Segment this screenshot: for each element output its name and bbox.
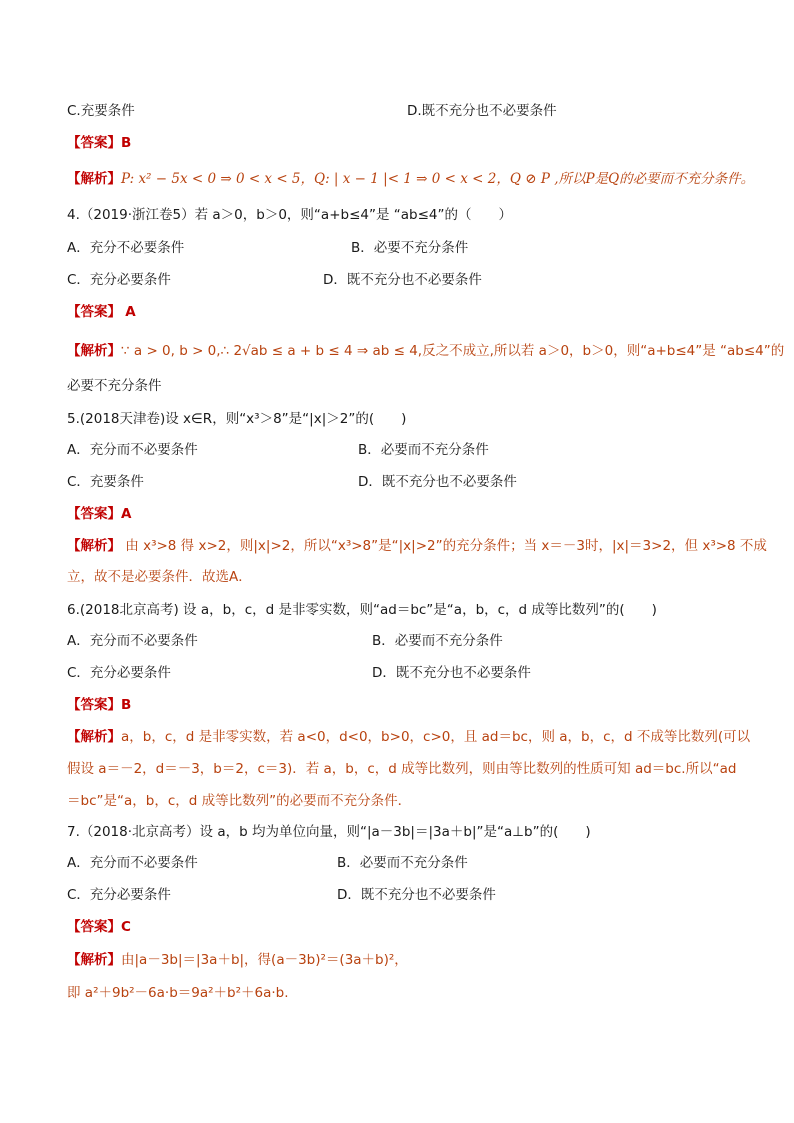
q7-stem: 7.（2018·北京高考）设 a，b 均为单位向量，则“|a－3b|＝|3a＋b|”是“a⊥b”的( ): [67, 824, 591, 840]
q7-option-a: A．充分而不必要条件: [67, 855, 198, 871]
q3-explanation: [67, 170, 754, 188]
q6-explanation-cont-2: ＝bc”是“a，b，c，d 成等比数列”的必要而不充分条件．: [67, 793, 412, 809]
answer-value: A: [121, 506, 132, 522]
q6-option-b: B．必要而不充分条件: [372, 633, 503, 649]
q7-option-b: B．必要而不充分条件: [337, 855, 468, 871]
explanation-tag: 【解析】: [67, 952, 121, 968]
q6-option-a: A．充分而不必要条件: [67, 633, 198, 649]
q4-stem: 4.（2019·浙江卷5）若 a＞0，b＞0，则“a+b≤4”是 “ab≤4”的（ ）: [67, 207, 512, 223]
q3-option-c: C.充要条件: [67, 103, 135, 119]
answer-tag: 【答案】: [67, 697, 121, 713]
answer-value: A: [125, 304, 136, 320]
q7-explanation: [67, 951, 408, 969]
q4-option-b: B．必要不充分条件: [351, 240, 469, 256]
q6-explanation: [67, 728, 750, 746]
answer-value: C: [121, 919, 131, 935]
q5-explanation: [67, 537, 767, 555]
answer-tag: 【答案】: [67, 919, 121, 935]
q6-answer: [67, 696, 131, 714]
q7-option-c: C．充分必要条件: [67, 887, 171, 903]
explanation-tag: 【解析】: [67, 343, 121, 359]
q4-explanation: [67, 342, 784, 360]
explanation-text: 由 x³>8 得 x>2，则|x|>2，所以“x³>8”是“|x|>2”的充分条件；当 x＝－3时，|x|＝3>2，但 x³>8 不成: [121, 538, 767, 554]
answer-value: B: [121, 135, 132, 151]
q5-explanation-cont: 立，故不是必要条件．故选A．: [67, 569, 252, 585]
answer-tag: 【答案】: [67, 135, 121, 151]
q7-option-d: D．既不充分也不必要条件: [337, 887, 496, 903]
q6-option-c: C．充分必要条件: [67, 665, 171, 681]
explanation-text: a，b，c，d 是非零实数，若 a<0，d<0，b>0，c>0，且 ad＝bc，则 a，b，c，d 不成等比数列(可以: [121, 729, 751, 745]
explanation-text: 由|a－3b|＝|3a＋b|，得(a－3b)²＝(3a＋b)²，: [121, 952, 408, 968]
explanation-tag: 【解析】: [67, 729, 121, 745]
q4-option-a: A．充分不必要条件: [67, 240, 185, 256]
explanation-tag: 【解析】: [67, 538, 121, 554]
answer-tag: 【答案】: [67, 304, 121, 320]
q7-explanation-cont: 即 a²＋9b²－6a·b＝9a²＋b²＋6a·b.: [67, 985, 289, 1001]
explanation-text: P: x² − 5x < 0 ⇒ 0 < x < 5，Q: | x − 1 |< 1 ⇒ 0 < x < 2，Q ⊘ P ,所以P是Q的必要而不充分条件。: [121, 171, 755, 187]
q5-stem: 5.(2018天津卷)设 x∈R，则“x³＞8”是“|x|＞2”的( ): [67, 411, 407, 427]
q4-explanation-cont: 必要不充分条件: [67, 378, 162, 394]
q6-stem: 6.(2018北京高考) 设 a，b，c，d 是非零实数，则“ad＝bc”是“a，b，c，d 成等比数列”的( ): [67, 602, 657, 618]
q6-explanation-cont-1: 假设 a＝－2，d＝－3，b＝2，c＝3)．若 a，b，c，d 成等比数列，则由等比数列的性质可知 ad＝bc.所以“ad: [67, 761, 737, 777]
q7-answer: [67, 918, 131, 936]
q4-option-c: C．充分必要条件: [67, 272, 171, 288]
q5-option-b: B．必要而不充分条件: [358, 442, 489, 458]
q5-option-c: C．充要条件: [67, 474, 144, 490]
q6-option-d: D．既不充分也不必要条件: [372, 665, 531, 681]
explanation-text: ∵ a > 0, b > 0,∴ 2√ab ≤ a + b ≤ 4 ⇒ ab ≤ 4,反之不成立,所以若 a＞0，b＞0，则“a+b≤4”是 “ab≤4”的: [121, 343, 785, 359]
q4-answer: [67, 303, 136, 321]
q5-option-a: A．充分而不必要条件: [67, 442, 198, 458]
q5-answer: [67, 505, 131, 523]
q4-option-d: D．既不充分也不必要条件: [323, 272, 482, 288]
q5-option-d: D．既不充分也不必要条件: [358, 474, 517, 490]
answer-value: B: [121, 697, 132, 713]
q3-answer: [67, 134, 131, 152]
explanation-tag: 【解析】: [67, 171, 121, 187]
q3-option-d: D.既不充分也不必要条件: [407, 103, 557, 119]
answer-tag: 【答案】: [67, 506, 121, 522]
